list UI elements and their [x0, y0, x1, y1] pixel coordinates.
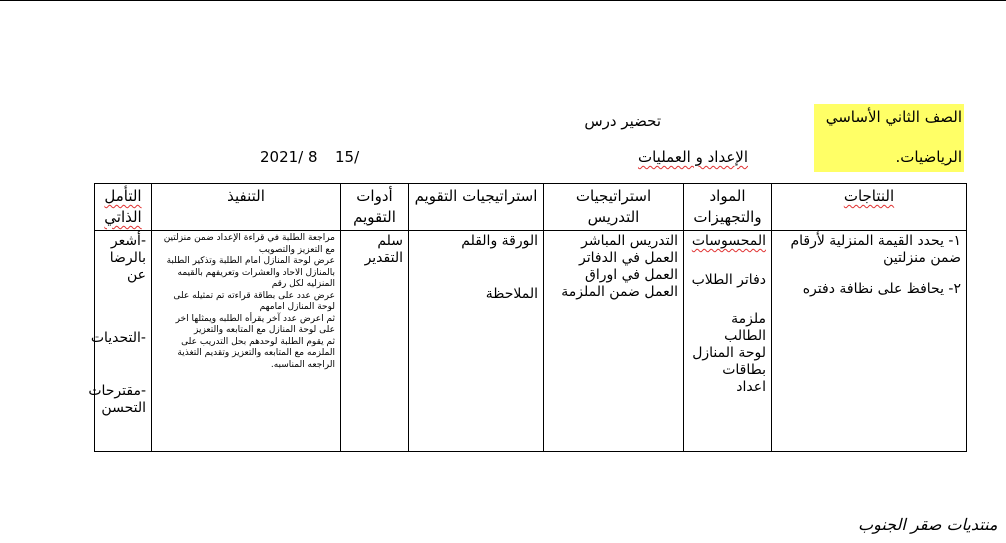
strategy-1: التدريس المباشر [581, 233, 678, 249]
page-title: تحضير درس [584, 112, 661, 130]
reflection-cell [88, 231, 152, 452]
teaching-strategies-cell [544, 231, 684, 452]
execution-step-3: عرض عدد على بطاقة قراءته تم تمثيله على لوحة المنازل امامهم [173, 290, 335, 312]
material-1: المحسوسات [691, 233, 766, 249]
page-top-border [0, 0, 1006, 1]
outcome-1: ١- يحدد القيمة المنزلية لأرقام ضمن منزلتين [790, 233, 961, 266]
table-row [95, 231, 967, 452]
watermark-text: منتديات صقر الجنوب [858, 515, 998, 534]
table-header-row [95, 184, 967, 231]
header-execution: التنفيذ [152, 184, 341, 231]
outcomes-cell [772, 231, 967, 452]
execution-step-2: عرض لوحة المنازل امام الطلبة وتذكير الطلبة بالمنازل الاحاد والعشرات وتعريفهم بالقيمه المنزليه لكل رقم [166, 256, 335, 289]
lesson-plan-table [88, 183, 967, 452]
assessment-tool-1: سلم التقدير [364, 233, 403, 266]
subject-label: الرياضيات. [895, 148, 962, 166]
assessment-strategies-cell [409, 231, 544, 452]
header-assessment-tools: أدوات التقويم [341, 184, 409, 231]
header-assessment-strategies: استراتيجيات التقويم [409, 184, 544, 231]
execution-step-4: ثم اعرض عدد آخر يقرأه الطلبه ويمثلها اخر على لوحة المنازل مع المتابعه والتعزيز [175, 313, 335, 335]
execution-step-5: ثم يقوم الطلبة لوحدهم بحل التدريب على الملزمه مع المتابعه والتعزيز وتقديم التغذية الراجعه المناسبه. [177, 336, 335, 370]
outcome-2: ٢- يحافظ على نظافة دفتره [802, 281, 961, 297]
execution-step-1: مراجعة الطلبة في قراءة الإعداد ضمن منزلتين مع التعزيز والتصويب [163, 233, 335, 255]
grade-label: الصف الثاني الأساسي [825, 108, 962, 126]
assessment-strategy-2: الملاحظة [485, 286, 538, 302]
header-outcomes: النتاجات [772, 184, 967, 231]
material-3: ملزمة الطالب [724, 311, 766, 344]
strategy-3: العمل في اوراق العمل ضمن الملزمة [561, 267, 678, 300]
material-2: دفاتر الطلاب [691, 272, 766, 288]
date-day: 15/ [335, 148, 360, 166]
reflection-satisfaction: -أشعر بالرضا عن [109, 233, 146, 283]
strategy-2: العمل في الدفاتر [579, 250, 678, 266]
material-5: بطاقات اعداد [722, 362, 766, 395]
execution-cell [152, 231, 341, 452]
reflection-improvements: -مقترحات التحسن [88, 383, 146, 416]
assessment-strategy-1: الورقة والقلم [461, 233, 538, 249]
assessment-tools-cell [341, 231, 409, 452]
header-materials: المواد والتجهيزات [684, 184, 772, 231]
materials-cell [684, 231, 772, 452]
material-4: لوحة المنازل [692, 345, 766, 361]
date-month-year: 2021/ 8 [260, 148, 318, 166]
lesson-title: الإعداد و العمليات [637, 148, 748, 166]
header-reflection: التأمل الذاتي [95, 184, 152, 231]
reflection-challenges: -التحديات [90, 330, 146, 346]
header-teaching-strategies: استراتيجيات التدريس [544, 184, 684, 231]
